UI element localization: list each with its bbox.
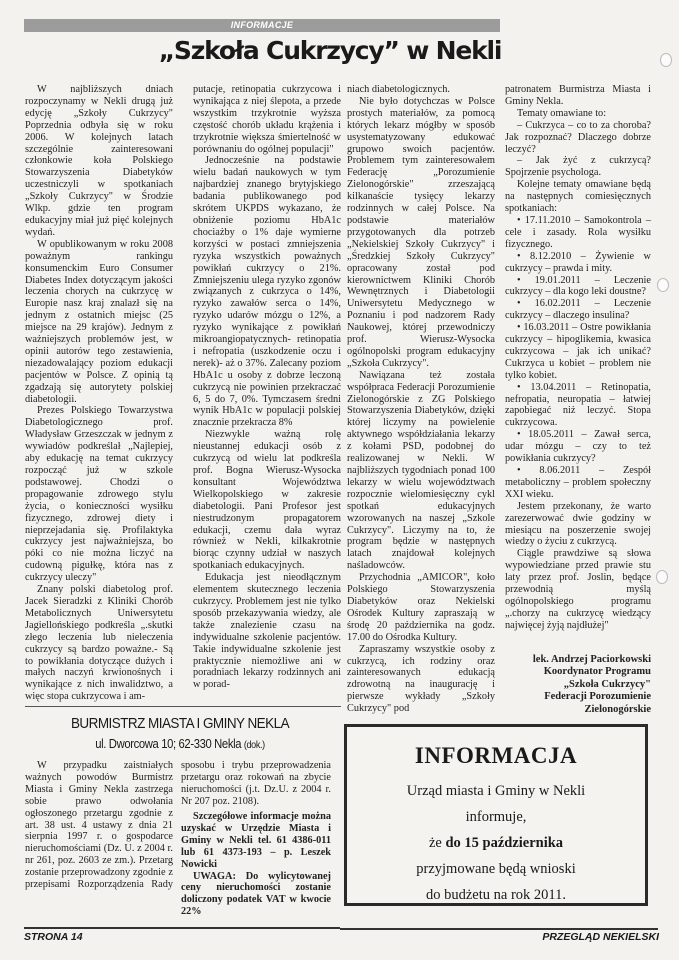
notice-address-text: ul. Dworcowa 10; 62-330 Nekla: [95, 737, 242, 751]
information-box-line: Urząd miasta i Gminy w Nekli: [406, 783, 586, 799]
footer-rule: [24, 927, 340, 929]
article-paragraph: niach diabetologicznych.: [347, 84, 450, 95]
article-column-4: [505, 84, 651, 716]
binder-hole-icon: [660, 53, 672, 67]
article-paragraph: Prezes Polskiego Towarzystwa Diabetologicznego prof. Władysław Grzeszczak w jednym z wywiadów podkreślał „Najlepiej, aby edukację na temat cukrzycy rozpocząć już w szkole podstawowej. Chodzi o propagowanie zdrowego stylu życia, o konieczności wysiłku fizycznego, zdrowej diety i nieprzejadania się. Profilaktyka cukrzycy jest najważniejsza, bo póki co nie można liczyć na cudowną pigułkę, która nas z cukrzycy uleczy": [25, 405, 173, 584]
signature-line: lek. Andrzej Paciorkowski: [532, 653, 651, 665]
binder-hole-icon: [657, 278, 669, 292]
notice-contact: Szczegółowe informacje można uzyskać w Urzędzie Miasta i Gminy w Nekli tel. 61 4386-011 lub 61 4373-193 – p. Leszek Nowicki: [181, 811, 331, 870]
article-paragraph: Ciągle prawdziwe są słowa wypowiedziane przed prawie stu laty przez prof. Joslin, będące przewodnią myślą ogólnopolskiego programu „.chorzy na cukrzycę wiedzący najwięcej żyją najdłużej": [505, 548, 651, 631]
list-item: • 19.01.2011 – Leczenie cukrzycy – dla kogo leki doustne?: [505, 274, 651, 298]
article-paragraph: Tematy omawiane to:: [517, 107, 607, 119]
information-box-text: że: [428, 835, 446, 851]
article-paragraph: Kolejne tematy omawiane będą na następnych comiesięcznych spotkaniach:: [505, 179, 651, 215]
list-item: • 16.02.2011 – Leczenie cukrzycy – dlaczego insulina?: [505, 298, 651, 322]
notice-paragraph: W przypadku zaistniałych ważnych powodów Burmistrz Miasta i Gminy Nekla zastrzega sobie prawo odwołania ogłoszonego przetargu zgodnie z art. 38 ust. 4 ustawy z dnia 21 sierpnia 1997 r. o gospodarce nieruchomościami (Dz. U. z 2004 r. nr 261, poz. 2603 ze zm.). Przetarg zostanie przeprowadzony zgodnie z przepisami Rozporządzenia Rady: [25, 760, 173, 890]
information-box-title: INFORMACJA: [414, 743, 578, 768]
article-paragraph: Zapraszamy wszystkie osoby z cukrzycą, ich rodziny oraz zainteresowanych edukacją zdrowotną na inaugurację i pierwsze wykłady „Szkoły Cukrzycy" pod: [347, 643, 495, 715]
article-paragraph: Edukacja jest nieodłącznym elementem skutecznego leczenia cukrzycy. Problemem jest nie tylko sposób przekazywania wiedzy, ale także znalezienie czasu na indywidualne szkolenie pacjentów. Takie indywidualne szkolenie jest praktycznie niemożliwe ani w poradniach lekarzy rodzinnych ani w porad-: [193, 572, 341, 691]
article-paragraph: Niezwykle ważną rolę nieustannej edukacji osób z cukrzycą od wielu lat podkreśla prof. Bogna Wierusz-Wysocka konsultant Województwa Wielkopolskiego w zakresie diabetologii. Pani Profesor jest niestrudzonym propagatorem edukacji, czemu dała wyraz również w Nekli, kilkakrotnie biorąc czynny udział w naszych spotkaniach edukacyjnych.: [193, 429, 341, 572]
publication-name: PRZEGLĄD NEKIELSKI: [542, 931, 659, 943]
binder-hole-icon: [656, 570, 668, 584]
list-item: – Cukrzyca – co to za choroba? Jak rozpoznać? Dlaczego dobrze leczyć?: [505, 119, 651, 155]
article-paragraph: Jestem przekonany, że warto zarezerwować dwie godziny w miesiącu na poszerzenie swojej wiedzy o życiu z cukrzycą.: [505, 500, 651, 548]
information-box-line: [347, 835, 645, 852]
footer-rule: [340, 928, 658, 930]
article-paragraph: patronatem Burmistrza Miasta i Gminy Nekla.: [505, 84, 651, 107]
information-box: [344, 724, 648, 906]
notice-column-1: [25, 760, 173, 890]
notice-paragraph-tail: sposobu i trybu przeprowadzenia przetargu oraz rokowań na zbycie nieruchomości (j.t. Dz.U. z 2004 r. Nr 207 poz. 2108).: [181, 760, 331, 807]
signature-line: Zielonogórskie: [584, 703, 651, 715]
list-item: • 8.06.2011 – Zespół metaboliczny – problem społeczny XXI wieku.: [505, 465, 651, 500]
article-column-1: [25, 84, 173, 703]
page-number: STRONA 14: [24, 931, 83, 943]
notice-paragraph-continued: [181, 760, 331, 807]
signature-block: [505, 654, 651, 717]
notice-warning: UWAGA: Do wylicytowanej ceny nieruchomości zostanie doliczony podatek VAT w kwocie 22%: [181, 870, 331, 918]
article-column-3: [347, 84, 495, 715]
list-item: • 8.12.2010 – Żywienie w cukrzycy – prawda i mity.: [505, 250, 651, 274]
signature-line: Federacji Porozumienie: [544, 691, 651, 703]
article-title: „Szkoła Cukrzycy” w Nekli: [158, 36, 502, 65]
notice-column-2: [181, 760, 331, 918]
article-paragraph: W najbliższych dniach rozpoczynamy w Nekli drugą już edycję „Szkoły Cukrzycy" Poprzednia odbyła się w roku 2006. W kolejnych latach szczególnie zainteresowani członkowie koła Polskiego Stowarzyszenia Diabetyków uczestniczyli w spotkaniach „Szkoły Cukrzycy" w Środzie Wlkp. gdzie ten program edukacyjny miał już pięć kolejnych wydań.: [25, 84, 173, 238]
divider: [25, 706, 341, 707]
notice-address: [41, 737, 320, 751]
article-paragraph: Znany polski diabetolog prof. Jacek Sieradzki z Kliniki Chorób Metabolicznych Uniwersytetu Jagiellońskiego podkreśla „.skutki złego leczenia lub nieleczenia cukrzycy są bardzo poważne.- Są to powikłania dotyczące dużych i małych naczyń krwionośnych i wynikające z nich inwalidztwo, a więc stopa cukrzycowa i am-: [25, 584, 173, 703]
signature-line: „Szkoła Cukrzycy": [563, 678, 651, 690]
article-paragraph: W opublikowanym w roku 2008 poważnym rankingu konsumenckim Euro Consumer Diabetes Index dotyczącym jakości leczenia chorych na cukrzycę w Europie nasz kraj znalazł się na jednym z ostatnich miejsc (25 miejsce na 29 krajów). Jednym z ważniejszych problemów jest, w opinii autorów tego zestawienia, niezadowalający poziom edukacji pacjentów w Polsce. Z opinią tą zgadzają się autorytety polskiej diabetologii.: [25, 238, 173, 405]
section-header-band: INFORMACJE: [24, 19, 500, 32]
article-paragraph: Nawiązana też została współpraca Federacji Porozumienie Zielonogórskie z ZG Polskiego Stowarzyszenia Diabetyków, dzięki której liczymy na powielenie aktywnego współdziałania lekarzy z kołami PSD, podobnej do realizowanej w Nekli. W najbliższych tygodniach ponad 100 lekarzy w wielu województwach rozpocznie wielomiesięczny cykl spotkań edukacyjnych wzorowanych na naszej „Szkole Cukrzycy". Liczymy na to, że program będzie w następnych latach znajdował kolejnych naśladowców.: [347, 369, 495, 572]
information-box-line: do budżetu na rok 2011.: [425, 887, 566, 903]
article-paragraph: putacje, retinopatia cukrzycowa i wynikająca z niej ślepota, a przede wszystkim trzykrotnie wyższa częstość chorób układu krążenia i trzykrotnie większa śmiertelność w porównaniu do ogólnej populacji": [193, 84, 341, 155]
article-paragraph: Przychodnia „AMICOR", koło Polskiego Stowarzyszenia Diabetyków oraz Nekielski Ośrodek Kultury zapraszają w środę 20 października na godz. 17.00 do Ośrodka Kultury.: [347, 572, 495, 643]
list-item: • 18.05.2011 – Zawał serca, udar mózgu – czy to też powikłania cukrzycy?: [505, 429, 651, 465]
signature-line: Koordynator Programu: [543, 666, 651, 678]
information-box-line: informuje,: [465, 809, 527, 825]
list-item: – Jak żyć z cukrzycą? Spojrzenie psychologa.: [505, 155, 651, 179]
information-box-deadline: do 15 października: [445, 835, 564, 851]
list-item: • 17.11.2010 – Samokontrola – cele i zasady. Rola wysiłku fizycznego.: [505, 214, 651, 250]
list-item: • 13.04.2011 – Retinopatia, nefropatia, neuropatia – łatwiej zapobiegać niż leczyć. Stopa cukrzycowa.: [505, 381, 651, 429]
notice-title: BURMISTRZ MIASTA I GMINY NEKLA: [70, 715, 290, 732]
article-paragraph: Jednocześnie na podstawie wielu badań naukowych w tym najbardziej znanego brytyjskiego badania publikowanego pod skrótem UKPDS wykazano, że obniżenie poziomu HbA1c chociażby o 1% daje wymierne korzyści w postaci zmniejszenia ryzyka wszystkich poważnych powikłań cukrzycy o 21%. Zmniejszeniu ulega ryzyko zgonów związanych z cukrzyca o 14%, ryzyko zawałów serca o 14%, ryzyko udarów mózgu o 12%, a ryzyko wynikające z powikłań mikroangiopatycznych- retinopatia i nefropatia (uszkodzenie oczu i nerek)- aż o 37%. Zalecany poziom HbA1c u osoby z dobrze leczoną cukrzycą nie powinien przekraczać 6, 5 do 7, 0%. Tymczasem średni wynik HbA1c w populacji polskiej znacznie przekracza 8%: [193, 155, 341, 429]
notice-address-suffix: (dok.): [243, 740, 265, 751]
list-item: • 16.03.2011 – Ostre powikłania cukrzycy – hipoglikemia, kwasica cukrzycowa – jak ich unikać? Cukrzyca u kobiet – problem nie tylko kobiet.: [505, 322, 651, 381]
article-paragraph: Nie było dotychczas w Polsce prostych materiałów, za pomocą których lekarz mógłby w sposób usystematyzowany edukować grupowo swoich pacjentów. Problemem tym zainteresowałem Federację „Porozumienie Zielonogórskie" zrzeszającą kilkanaście tysięcy lekarzy rodzinnych w całej Polsce. Na podstawie materiałów przygotowanych dla potrzeb „Nekielskiej Szkoły Cukrzycy" i „Średzkiej Szkoły Cukrzycy" opracowany został pod kierownictwem Kliniki Chorób Wewnętrznych i Diabetologii Uniwersytetu Medycznego w Poznaniu i pod nadzorem Rady Naukowej, której przewodniczy prof. Wierusz-Wysocka ogólnopolski program edukacyjny „Szkoła Cukrzycy".: [347, 95, 495, 369]
article-column-2: [193, 84, 341, 691]
information-box-line: przyjmowane będą wnioski: [416, 861, 576, 877]
